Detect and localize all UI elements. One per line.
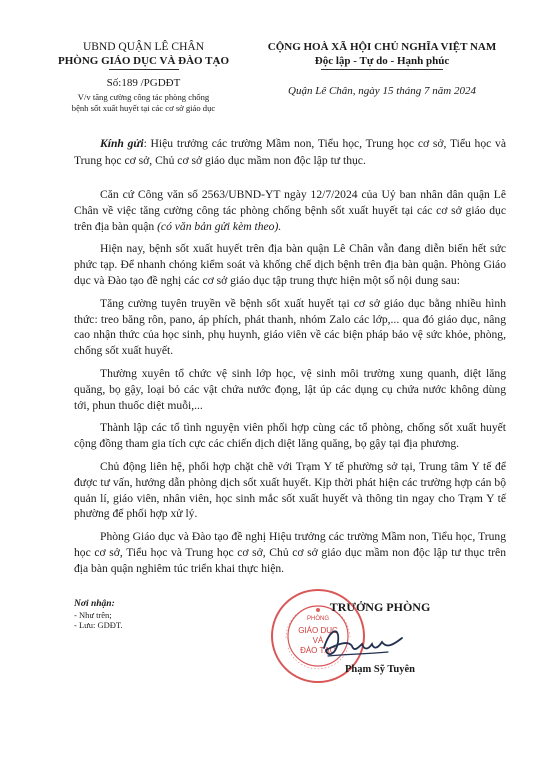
paragraph: Thành lập các tổ tình nguyện viên phối hợp cùng các tổ phòng, chống sốt xuất huyết cộng đồng tham gia tích cực các chiến dịch diệt lăng quăng, bọ gậy tại địa phương. [74,421,506,451]
number-value: 189 [121,77,138,89]
number-suffix: /PGDĐT [137,77,181,89]
paragraph-text: Căn cứ Công văn số 2563/UBND-YT ngày 12/7/2024 của Uỷ ban nhân dân quận Lê Chân về việc tăng cường công tác phòng chống bệnh sốt xuất huyết tại các cơ sở giáo dục trên địa bàn quận [74,188,506,233]
recipient-item: - Lưu: GDĐT. [74,620,123,630]
paragraph [74,187,506,234]
addressee [74,136,506,169]
national-motto: Độc lập - Tự do - Hạnh phúc [314,55,450,67]
stamp-text: PHÒNG [306,616,330,622]
paragraph-attachment-note: (có văn bản gửi kèm theo). [157,219,282,233]
addressee-text: : Hiệu trưởng các trường Mầm non, Tiểu học, Trung học cơ sở, Tiểu học và Trung học cơ sở, Chủ cơ sở giáo dục mầm non độc lập tư thục. [74,137,506,167]
stamp-text: ĐÀO TẠO [300,646,336,655]
handwritten-signature [318,618,408,664]
document-number [36,76,251,90]
subject-line-1: V/v tăng cường công tác phòng chống [77,92,210,102]
motto-underline [321,69,443,70]
number-prefix: Số: [106,77,122,89]
stamp-text: GIÁO DỤC [298,626,338,635]
paragraph: Phòng Giáo dục và Đào tạo đề nghị Hiệu trưởng các trường Mầm non, Tiểu học, Trung học cơ sở, Tiểu học và Trung học cơ sở, Chủ cơ sở giáo dục mầm non độc lập tư thục trên địa bàn quận nghiêm túc triển khai thực hiện. [74,530,506,575]
addressee-label: Kính gửi [100,137,144,150]
national-title: CỘNG HOÀ XÃ HỘI CHỦ NGHĨA VIỆT NAM [267,41,497,53]
recipient-item: - Như trên; [74,609,112,620]
header-divider [109,69,179,70]
recipients-block [74,599,254,631]
department-name: PHÒNG GIÁO DỤC VÀ ĐÀO TẠO [57,55,230,67]
stamp-text: VÀ [312,636,324,645]
signer-name: Phạm Sỹ Tuyên [344,664,416,675]
paragraph: Tăng cường tuyên truyền về bệnh sốt xuất huyết tại cơ sở giáo dục bằng nhiều hình thức: treo băng rôn, pano, áp phích, phát thanh, nhóm Zalo các lớp,... qua đó giáo dục, nâng cao nhận thức của học sinh, phụ huynh, giáo viên về các biện pháp bảo vệ sức khỏe, phòng, chống sốt xuất huyết. [74,296,506,358]
subject-line-2: bệnh sốt xuất huyết tại các cơ sở giáo dục [71,103,216,113]
district-committee-name: UBND QUẬN LÊ CHÂN [82,41,205,53]
document-body [74,187,506,584]
recipients-title: Nơi nhận: [74,599,115,609]
issuing-agency-block [36,40,251,114]
national-motto-block [252,40,512,98]
signatory-title: TRƯỞNG PHÒNG [329,600,431,614]
issue-date: Quận Lê Chân, ngày 15 tháng 7 năm 2024 [288,85,476,97]
paragraph: Chủ động liên hệ, phối hợp chặt chẽ với Trạm Y tế phường sở tại, Trung tâm Y tế để được tư vấn, hướng dẫn phòng dịch sốt xuất huyết. Kịp thời phát hiện các trường hợp cán bộ quản lí, giáo viên, nhân viên, học sinh mắc sốt xuất huyết và thông tin ngay cho Trạm Y tế phường để phối hợp xử lý. [74,459,506,521]
paragraph: Hiện nay, bệnh sốt xuất huyết trên địa bàn quận Lê Chân vẫn đang diễn biến hết sức phức tạp. Để nhanh chóng kiểm soát và khống chế dịch bệnh trên địa bàn quận. Phòng Giáo dục và Đào tạo đề nghị các cơ sở giáo dục tập trung thực hiện một số nội dung sau: [74,242,506,287]
paragraph: Thường xuyên tổ chức vệ sinh lớp học, vệ sinh môi trường xung quanh, diệt lăng quăng, bọ gậy, loại bỏ các vật chứa nước đọng, lật úp các dụng cụ chứa nước không dùng tới, phun thuốc diệt muỗi,... [74,366,506,412]
